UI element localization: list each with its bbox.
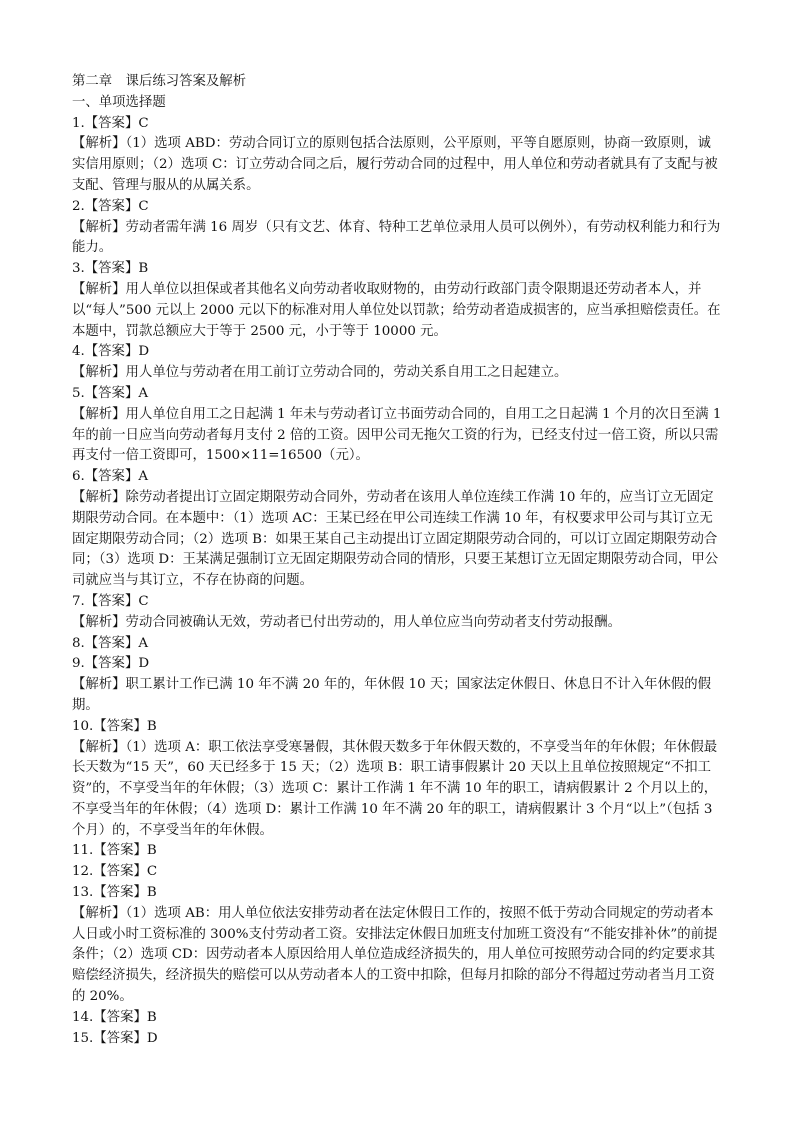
answer-line: 9.【答案】D [72,656,150,672]
explanation-text: 【解析】（1）选项 A：职工依法享受寒暑假，其休假天数多于年休假天数的，不享受当年的年休假；年休假最长天数为“15 天”，60 天已经多于 15 天；（2）选项 B：职工请事假累计 20 天以上且单位按照规定“不扣工资”的，不享受当年的年休假；（3）选项 C：累计工作满 1 年不满 10 年的职工，请病假累计 2 个月以上的，不享受当年的年休假；（4）选项 D：累计工作满 10 年不满 20 年的职工，请病假累计 3 个月“以上”（包括 3 个月）的，不享受当年的年休假。 [72,739,718,838]
chapter-title: 第二章 课后练习答案及解析 [72,74,247,89]
answer-line: 13.【答案】B [72,885,157,901]
answer-line: 6.【答案】A [72,469,149,485]
answer-item [72,342,722,384]
answer-line: 5.【答案】A [72,385,149,401]
answer-item [72,1008,722,1029]
answer-item [72,1029,722,1050]
answer-line: 11.【答案】B [72,843,157,859]
explanation-text: 【解析】职工累计工作已满 10 年不满 20 年的，年休假 10 天；国家法定休假日、休息日不计入年休假的假期。 [72,677,712,713]
answer-item [72,654,722,716]
answer-line: 7.【答案】C [72,593,149,609]
answer-line: 2.【答案】C [72,198,149,214]
answer-item [72,259,722,342]
answer-line: 10.【答案】B [72,718,157,734]
explanation-text: 【解析】（1）选项 ABD：劳动合同订立的原则包括合法原则，公平原则，平等自愿原则，协商一致原则，诚实信用原则；（2）选项 C：订立劳动合同之后，履行劳动合同的过程中，用人单位和劳动者就具有了支配与被支配、管理与服从的从属关系。 [72,136,718,193]
answer-item [72,384,722,467]
answer-item [72,883,722,1008]
answer-line: 15.【答案】D [72,1030,158,1046]
answer-item [72,197,722,259]
answer-line: 14.【答案】B [72,1009,157,1025]
explanation-text: 【解析】（1）选项 AB：用人单位依法安排劳动者在法定休假日工作的，按照不低于劳动合同规定的劳动者本人日或小时工资标准的 300%支付劳动者工资。安排法定休假日加班支付加班工资没有“不能安排补休”的前提条件；（2）选项 CD：因劳动者本人原因给用人单位造成经济损失的，用人单位可按照劳动合同的约定要求其赔偿经济损失，经济损失的赔偿可以从劳动者本人的工资中扣除，但每月扣除的部分不得超过劳动者当月工资的 20%。 [72,905,718,1005]
document-page [72,72,722,1049]
answer-item [72,634,722,655]
answer-line: 1.【答案】C [72,115,149,131]
explanation-text: 【解析】除劳动者提出订立固定期限劳动合同外，劳动者在该用人单位连续工作满 10 年的，应当订立无固定期限劳动合同。在本题中：（1）选项 AC：王某已经在甲公司连续工作满 10 年，有权要求甲公司与其订立无固定期限劳动合同；（2）选项 B：如果王某自己主动提出订立固定期限劳动合同的，可以订立固定期限劳动合同；（3）选项 D：王某满足强制订立无固定期限劳动合同的情形，只要王某想订立无固定期限劳动合同，甲公司就应当与其订立，不存在协商的问题。 [72,489,719,589]
answer-item [72,862,722,883]
explanation-text: 【解析】用人单位自用工之日起满 1 年未与劳动者订立书面劳动合同的，自用工之日起满 1 个月的次日至满 1 年的前一日应当向劳动者每月支付 2 倍的工资。因甲公司无拖欠工资的行为，已经支付过一倍工资，所以只需再支付一倍工资即可，1500×11=16500（元）。 [72,406,722,464]
explanation-text: 【解析】用人单位与劳动者在用工前订立劳动合同的，劳动关系自用工之日起建立。 [72,365,568,381]
answer-item [72,717,722,842]
explanation-text: 【解析】劳动者需年满 16 周岁（只有文艺、体育、特种工艺单位录用人员可以例外），有劳动权利能力和行为能力。 [72,219,721,256]
answer-line: 3.【答案】B [72,261,149,277]
explanation-text: 【解析】劳动合同被确认无效，劳动者已付出劳动的，用人单位应当向劳动者支付劳动报酬。 [72,614,622,630]
answer-line: 8.【答案】A [72,635,149,651]
answer-line: 4.【答案】D [72,344,150,360]
answer-item [72,841,722,862]
answer-item [72,592,722,634]
answer-line: 12.【答案】C [72,864,158,880]
answer-item [72,114,722,197]
answer-item [72,467,722,592]
explanation-text: 【解析】用人单位以担保或者其他名义向劳动者收取财物的，由劳动行政部门责令限期退还劳动者本人，并以“每人”500 元以上 2000 元以下的标准对用人单位处以罚款；给劳动者造成损害的，应当承担赔偿责任。在本题中，罚款总额应大于等于 2500 元，小于等于 10000 元。 [72,281,721,339]
section-title: 一、单项选择题 [72,94,166,110]
